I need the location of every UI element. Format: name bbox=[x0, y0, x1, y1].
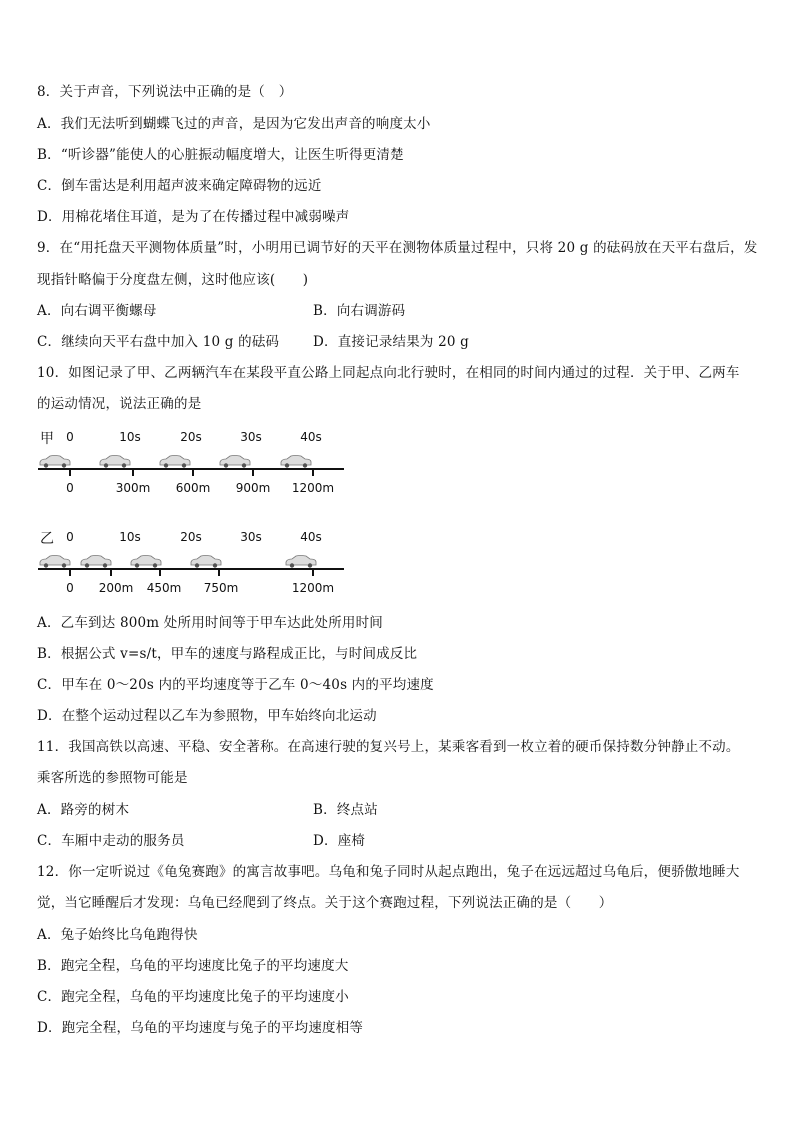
q8-stem: 8．关于声音，下列说法中正确的是（ ） bbox=[37, 84, 293, 100]
jia-distance-label: 0 bbox=[66, 481, 74, 495]
yi-road-line bbox=[38, 568, 344, 570]
jia-label: 甲 bbox=[40, 431, 54, 447]
q8-option-a: A．我们无法听到蝴蝶飞过的声音，是因为它发出声音的响度太小 bbox=[37, 116, 431, 132]
q10-option-a: A．乙车到达 800m 处所用时间等于甲车达此处所用时间 bbox=[37, 615, 383, 631]
jia-road-line bbox=[38, 468, 344, 470]
yi-time-label: 10s bbox=[119, 530, 141, 544]
yi-tick bbox=[159, 569, 161, 576]
q12-option-d: D．跑完全程，乌龟的平均速度与兔子的平均速度相等 bbox=[37, 1020, 364, 1036]
jia-distance-label: 900m bbox=[235, 481, 271, 495]
car-icon bbox=[38, 554, 72, 568]
q11-option-d: D．座椅 bbox=[313, 833, 366, 849]
q11-option-c: C．车厢中走动的服务员 bbox=[37, 833, 185, 849]
q11-option-a: A．路旁的树木 bbox=[37, 802, 130, 818]
car-yi-diagram bbox=[36, 528, 356, 602]
car-icon bbox=[38, 454, 72, 468]
yi-tick bbox=[312, 569, 314, 576]
jia-time-label: 30s bbox=[240, 430, 262, 444]
q9-option-a: A．向右调平衡螺母 bbox=[37, 303, 157, 319]
q9-stem-line1: 9．在“用托盘天平测物体质量”时，小明用已调节好的天平在测物体质量过程中，只将 20 g 的砝码放在天平右盘后，发 bbox=[37, 240, 758, 256]
q8-option-b: B．“听诊器”能使人的心脏振动幅度增大，让医生听得更清楚 bbox=[37, 147, 404, 163]
jia-tick bbox=[252, 469, 254, 476]
q11-stem-line1: 11．我国高铁以高速、平稳、安全著称。在高速行驶的复兴号上，某乘客看到一枚立着的硬币保持数分钟静止不动。 bbox=[37, 739, 740, 755]
yi-distance-label: 750m bbox=[203, 581, 239, 595]
yi-tick bbox=[69, 569, 71, 576]
yi-tick bbox=[110, 569, 112, 576]
car-icon bbox=[279, 454, 313, 468]
yi-tick bbox=[218, 569, 220, 576]
yi-time-label: 20s bbox=[180, 530, 202, 544]
jia-tick bbox=[192, 469, 194, 476]
jia-tick bbox=[132, 469, 134, 476]
car-icon bbox=[284, 554, 318, 568]
jia-time-label: 10s bbox=[119, 430, 141, 444]
q10-option-b: B．根据公式 v=s/t，甲车的速度与路程成正比，与时间成反比 bbox=[37, 646, 418, 662]
q10-stem-line2: 的运动情况，说法正确的是 bbox=[37, 396, 202, 412]
jia-distance-label: 600m bbox=[175, 481, 211, 495]
yi-distance-label: 1200m bbox=[291, 581, 335, 595]
car-jia-diagram bbox=[36, 428, 356, 502]
car-icon bbox=[129, 554, 163, 568]
q8-option-c: C．倒车雷达是利用超声波来确定障碍物的远近 bbox=[37, 178, 322, 194]
yi-time-label: 40s bbox=[300, 530, 322, 544]
q12-option-a: A．兔子始终比乌龟跑得快 bbox=[37, 927, 198, 943]
q11-stem-line2: 乘客所选的参照物可能是 bbox=[37, 770, 188, 786]
q10-option-d: D．在整个运动过程以乙车为参照物，甲车始终向北运动 bbox=[37, 708, 377, 724]
jia-tick bbox=[69, 469, 71, 476]
jia-distance-label: 300m bbox=[115, 481, 151, 495]
yi-time-label: 30s bbox=[240, 530, 262, 544]
car-icon bbox=[79, 554, 113, 568]
jia-time-label: 40s bbox=[300, 430, 322, 444]
q9-option-c: C．继续向天平右盘中加入 10 g 的砝码 bbox=[37, 334, 280, 350]
q10-stem-line1: 10．如图记录了甲、乙两辆汽车在某段平直公路上同起点向北行驶时，在相同的时间内通过的过程．关于甲、乙两车 bbox=[37, 365, 740, 381]
q9-option-b: B．向右调游码 bbox=[313, 303, 406, 319]
q9-option-d: D．直接记录结果为 20 g bbox=[313, 334, 470, 350]
q11-option-b: B．终点站 bbox=[313, 802, 378, 818]
yi-distance-label: 200m bbox=[98, 581, 134, 595]
q10-option-c: C．甲车在 0～20s 内的平均速度等于乙车 0～40s 内的平均速度 bbox=[37, 677, 434, 693]
q12-option-c: C．跑完全程，乌龟的平均速度比兔子的平均速度小 bbox=[37, 989, 349, 1005]
jia-distance-label: 1200m bbox=[291, 481, 335, 495]
jia-time-label: 20s bbox=[180, 430, 202, 444]
yi-time-label: 0 bbox=[66, 530, 74, 544]
car-icon bbox=[189, 554, 223, 568]
q12-stem-line1: 12．你一定听说过《龟兔赛跑》的寓言故事吧。乌龟和兔子同时从起点跑出，兔子在远远超过乌龟后，便骄傲地睡大 bbox=[37, 864, 740, 880]
q8-option-d: D．用棉花堵住耳道，是为了在传播过程中减弱噪声 bbox=[37, 209, 350, 225]
q9-stem-line2: 现指针略偏于分度盘左侧，这时他应该( ) bbox=[37, 272, 309, 288]
yi-label: 乙 bbox=[40, 531, 54, 547]
q12-option-b: B．跑完全程，乌龟的平均速度比兔子的平均速度大 bbox=[37, 958, 349, 974]
jia-tick bbox=[312, 469, 314, 476]
car-icon bbox=[158, 454, 192, 468]
q12-stem-line2: 觉，当它睡醒后才发现：乌龟已经爬到了终点。关于这个赛跑过程，下列说法正确的是（ ） bbox=[37, 895, 613, 911]
car-icon bbox=[98, 454, 132, 468]
jia-time-label: 0 bbox=[66, 430, 74, 444]
yi-distance-label: 0 bbox=[66, 581, 74, 595]
yi-distance-label: 450m bbox=[146, 581, 182, 595]
car-icon bbox=[218, 454, 252, 468]
